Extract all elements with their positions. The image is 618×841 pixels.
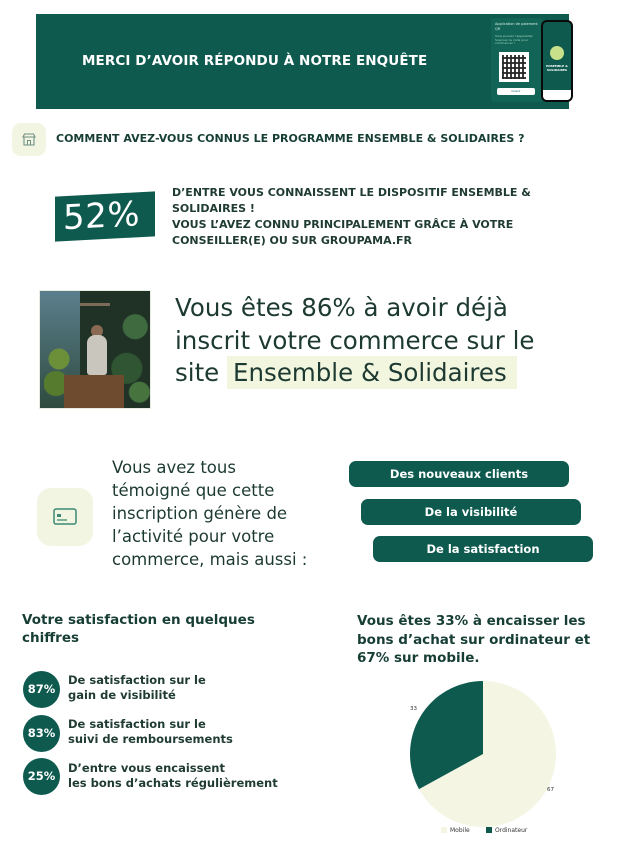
banner-title: MERCI D’AVOIR RÉPONDU À NOTRE ENQUÊTE <box>82 53 428 69</box>
credit-card-icon <box>37 488 93 546</box>
stat-label-line: gain de visibilité <box>68 688 176 702</box>
benefits-line: commerce, mais aussi : <box>112 550 308 569</box>
stat-86-line <box>175 358 517 387</box>
stat-label-line: De satisfaction sur le <box>68 717 206 731</box>
benefits-line: Vous avez tous <box>112 458 236 477</box>
legend-item-ordinateur <box>486 827 527 834</box>
stat-circle-87: 87% <box>23 671 60 708</box>
qr-code-icon <box>499 52 529 82</box>
pie-label-ordinateur: 33 <box>410 706 417 712</box>
app-logo-icon <box>550 46 564 60</box>
stat-label-line: D’entre vous encaissent <box>68 761 225 775</box>
payment-title-line: Vous êtes 33% à encaisser les <box>357 613 586 629</box>
stat-86-line: Vous êtes 86% à avoir déjà <box>175 293 508 322</box>
stat-circle-25: 25% <box>23 758 60 795</box>
stat-52-line: D’ENTRE VOUS CONNAISSENT LE DISPOSITIF ENSEMBLE & <box>172 186 531 199</box>
satisfaction-title-line: chiffres <box>22 630 80 646</box>
pie-label-mobile: 67 <box>547 787 554 793</box>
qr-card-title: Application de paiement QR <box>495 22 538 31</box>
header-banner <box>36 14 569 109</box>
benefits-text <box>112 456 327 571</box>
shop-icon <box>12 123 46 156</box>
ensemble-solidaires-highlight: Ensemble & Solidaires <box>227 356 517 389</box>
stat-label-line: De satisfaction sur le <box>68 673 206 687</box>
stat-86-line: inscrit votre commerce sur le <box>175 326 535 355</box>
stat-52-description <box>172 185 572 249</box>
stat-52-line: CONSEILLER(E) OU SUR GROUPAMA.FR <box>172 234 413 247</box>
legend-swatch-mobile <box>441 827 447 833</box>
stat-label-visibility <box>68 673 308 703</box>
benefit-pill-new-clients: Des nouveaux clients <box>349 461 569 487</box>
legend-swatch-ordinateur <box>486 827 492 833</box>
stat-label-line: les bons d’achats régulièrement <box>68 776 278 790</box>
qr-card <box>491 18 543 102</box>
stat-52-line: VOUS L’AVEZ CONNU PRINCIPALEMENT GRÂCE À VOTRE <box>172 218 514 231</box>
question-heading: COMMENT AVEZ-VOUS CONNUS LE PROGRAMME ENSEMBLE & SOLIDAIRES ? <box>56 132 525 145</box>
stat-52-line: SOLIDAIRES ! <box>172 202 255 215</box>
satisfaction-title-line: Votre satisfaction en quelques <box>22 612 255 628</box>
legend-label-ordinateur: Ordinateur <box>495 827 528 834</box>
benefits-line: inscription génère de <box>112 504 288 523</box>
stat-circle-83: 83% <box>23 715 60 752</box>
stat-label-line: suivi de remboursements <box>68 732 233 746</box>
stat-86-prefix: site <box>175 358 228 387</box>
qr-open-button: Ouvrir <box>497 88 535 95</box>
benefit-pill-satisfaction: De la satisfaction <box>373 536 593 562</box>
legend-item-mobile <box>441 827 470 834</box>
stat-52-badge <box>55 191 155 241</box>
payment-title-line: bons d’achat sur ordinateur et <box>357 631 591 648</box>
payment-title <box>357 612 607 668</box>
benefits-line: témoigné que cette <box>112 481 275 500</box>
phone-app-name: ENSEMBLE & SOLIDAIRES <box>546 64 568 72</box>
satisfaction-title <box>22 611 292 647</box>
stat-label-vouchers <box>68 761 308 791</box>
payment-title-line: 67% sur mobile. <box>357 650 480 666</box>
payment-pie-chart <box>403 674 563 834</box>
benefits-line: l’activité pour votre <box>112 527 275 546</box>
qr-card-subtitle: Vous pouvez l’appareiller. Scannez ce code pour commencer ! <box>495 34 534 46</box>
stat-52-value: 52% <box>63 194 141 239</box>
phone-mockup <box>541 20 573 102</box>
stat-label-reimbursements <box>68 717 308 747</box>
benefit-pill-visibility: De la visibilité <box>361 499 581 525</box>
shopkeeper-photo <box>39 290 151 409</box>
legend-label-mobile: Mobile <box>450 827 470 834</box>
